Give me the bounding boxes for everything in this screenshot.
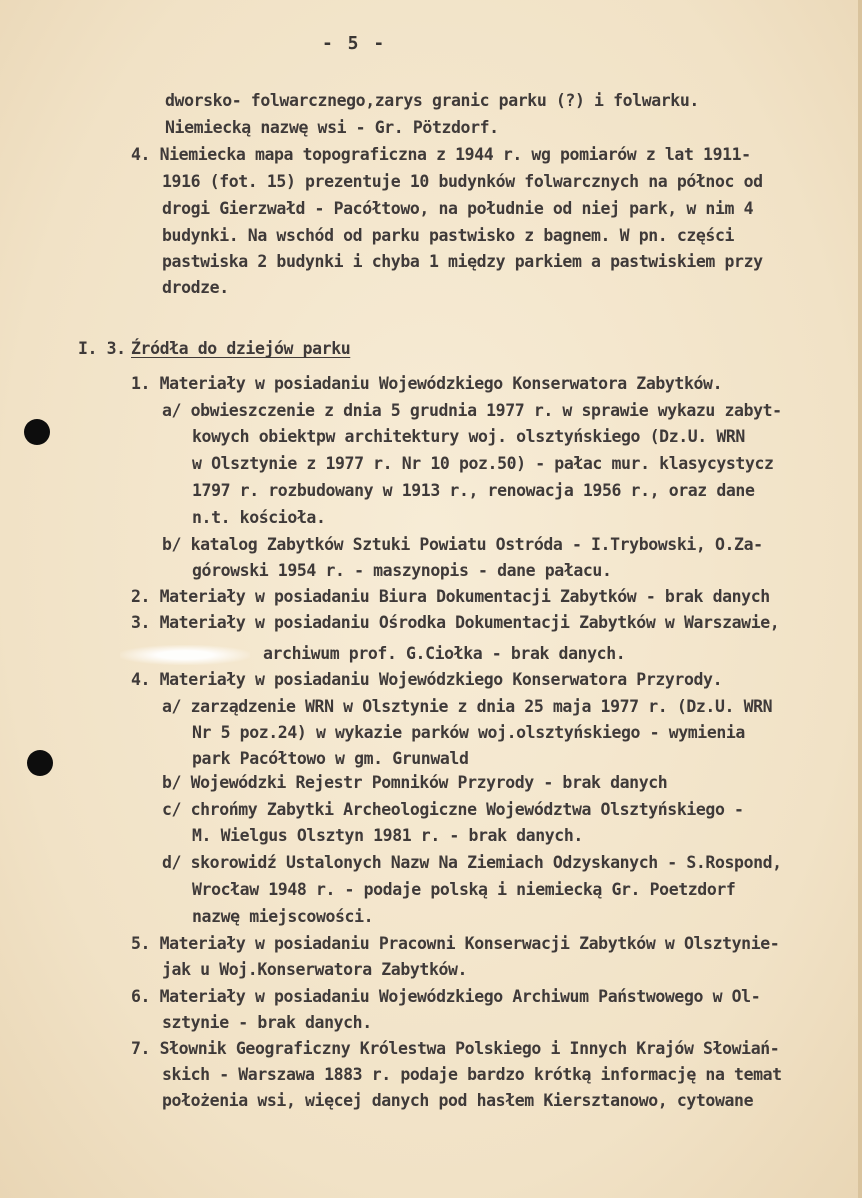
text-line: archiwum prof. G.Ciołka - brak danych. xyxy=(263,644,626,663)
text-line: dworsko- folwarcznego,zarys granic parku (?) i folwarku. xyxy=(165,91,699,110)
text-line: M. Wielgus Olsztyn 1981 r. - brak danych. xyxy=(192,826,583,845)
erased-smudge xyxy=(120,645,250,665)
list-item-3: 3. Materiały w posiadaniu Ośrodka Dokumentacji Zabytków w Warszawie, xyxy=(131,613,780,632)
sub-item-c: c/ chrońmy Zabytki Archeologiczne Województwa Olsztyńskiego - xyxy=(162,800,744,819)
punch-hole xyxy=(27,750,53,776)
text-line: drodze. xyxy=(162,278,229,297)
text-line: jak u Woj.Konserwatora Zabytków. xyxy=(162,960,468,979)
list-item-4: 4. Materiały w posiadaniu Wojewódzkiego Konserwatora Przyrody. xyxy=(131,670,723,689)
section-number: I. 3. xyxy=(78,339,126,358)
sub-item-d: d/ skorowidź Ustalonych Nazw Na Ziemiach Odzyskanych - S.Rospond, xyxy=(162,853,782,872)
text-line: górowski 1954 r. - maszynopis - dane pałacu. xyxy=(192,561,612,580)
list-item-5: 5. Materiały w posiadaniu Pracowni Konserwacji Zabytków w Olsztynie- xyxy=(131,934,780,953)
sub-item-b: b/ Wojewódzki Rejestr Pomników Przyrody - brak danych xyxy=(162,773,668,792)
text-line: drogi Gierzwałd - Pacółtowo, na południe od niej park, w nim 4 xyxy=(162,199,754,218)
text-line: Nr 5 poz.24) w wykazie parków woj.olsztyńskiego - wymienia xyxy=(192,723,745,742)
list-item-4: 4. Niemiecka mapa topograficzna z 1944 r. wg pomiarów z lat 1911- xyxy=(131,145,751,164)
list-item-2: 2. Materiały w posiadaniu Biura Dokumentacji Zabytków - brak danych xyxy=(131,587,770,606)
page-edge xyxy=(858,0,862,1198)
list-item-6: 6. Materiały w posiadaniu Wojewódzkiego Archiwum Państwowego w Ol- xyxy=(131,987,761,1006)
text-line: położenia wsi, więcej danych pod hasłem Kiersztanowo, cytowane xyxy=(162,1091,754,1110)
list-item-7: 7. Słownik Geograficzny Królestwa Polskiego i Innych Krajów Słowiań- xyxy=(131,1039,780,1058)
text-line: n.t. kościoła. xyxy=(192,508,326,527)
text-line: pastwiska 2 budynki i chyba 1 między parkiem a pastwiskiem przy xyxy=(162,252,763,271)
text-line: skich - Warszawa 1883 r. podaje bardzo krótką informację na temat xyxy=(162,1065,782,1084)
text-line: sztynie - brak danych. xyxy=(162,1013,372,1032)
text-line: w Olsztynie z 1977 r. Nr 10 poz.50) - pałac mur. klasycystycz xyxy=(192,454,774,473)
text-line: 1797 r. rozbudowany w 1913 r., renowacja 1956 r., oraz dane xyxy=(192,481,755,500)
sub-item-a: a/ zarządzenie WRN w Olsztynie z dnia 25 maja 1977 r. (Dz.U. WRN xyxy=(162,697,773,716)
text-line: budynki. Na wschód od parku pastwisko z bagnem. W pn. części xyxy=(162,226,735,245)
text-line: Wrocław 1948 r. - podaje polską i niemiecką Gr. Poetzdorf xyxy=(192,880,736,899)
page-number: - 5 - xyxy=(322,33,387,54)
section-heading: Źródła do dziejów parku xyxy=(131,339,351,358)
text-line: kowych obiektpw architektury woj. olsztyńskiego (Dz.U. WRN xyxy=(192,427,745,446)
sub-item-a: a/ obwieszczenie z dnia 5 grudnia 1977 r. w sprawie wykazu zabyt- xyxy=(162,401,782,420)
text-line: 1916 (fot. 15) prezentuje 10 budynków folwarcznych na północ od xyxy=(162,172,763,191)
sub-item-b: b/ katalog Zabytków Sztuki Powiatu Ostróda - I.Trybowski, O.Za- xyxy=(162,535,763,554)
punch-hole xyxy=(24,419,50,445)
text-line: park Pacółtowo w gm. Grunwald xyxy=(192,749,469,768)
text-line: Niemiecką nazwę wsi - Gr. Pötzdorf. xyxy=(165,118,499,137)
text-line: nazwę miejscowości. xyxy=(192,907,374,926)
list-item-1: 1. Materiały w posiadaniu Wojewódzkiego Konserwatora Zabytków. xyxy=(131,374,723,393)
